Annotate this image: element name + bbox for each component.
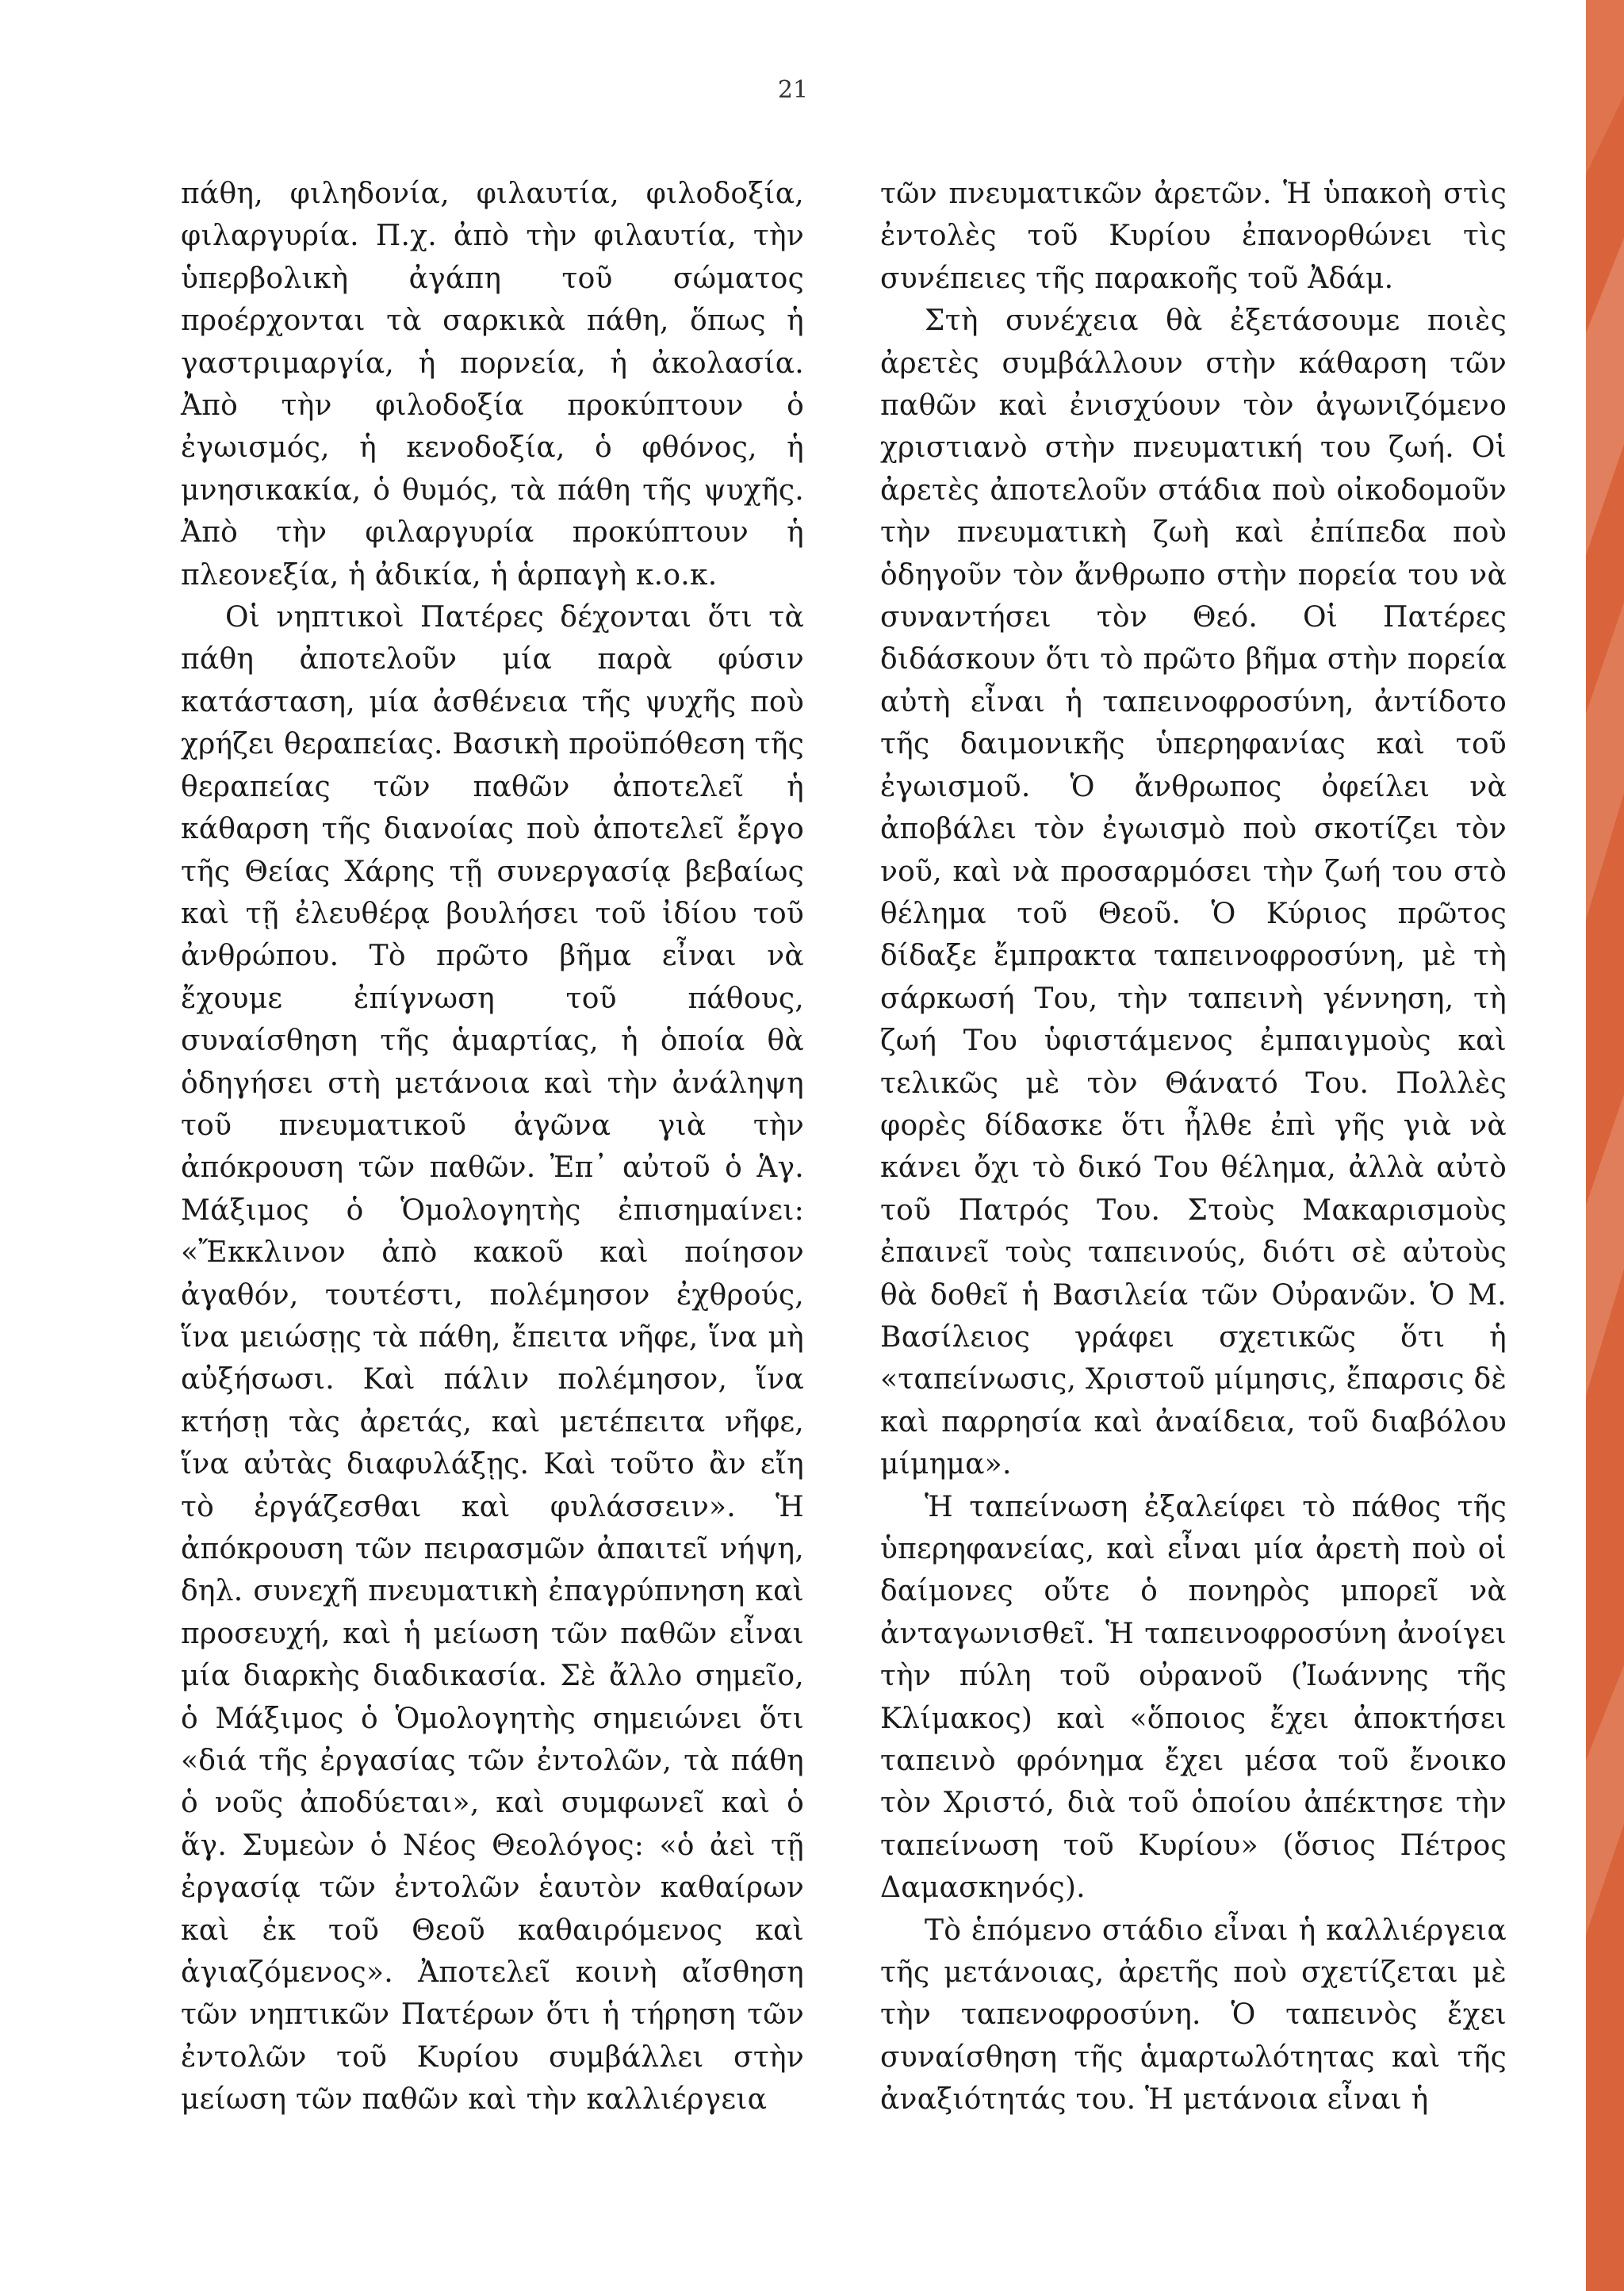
decorative-pattern-icon <box>1586 0 1624 2291</box>
paragraph: Ἡ ταπείνωση ἐξαλείφει τὸ πάθος τῆς ὑπερηφανείας, καὶ εἶναι μία ἀρετὴ ποὺ οἱ δαίμονες οὔτε ὁ πονηρὸς μπορεῖ νὰ ἀνταγωνισθεῖ. Ἡ ταπεινοφροσύνη ἀνοίγει τὴν πύλη τοῦ οὐρανοῦ (Ἰωάννης τῆς Κλίμακος) καὶ «ὅποιος ἔχει ἀποκτήσει ταπεινὸ φρόνημα ἔχει μέσα τοῦ ἔνοικο τὸν Χριστό, διὰ τοῦ ὁποίου ἀπέκτησε τὴν ταπείνωση τοῦ Κυρίου» (ὅσιος Πέτρος Δαμασκηνός). <box>880 1490 1507 1905</box>
decorative-side-band <box>1586 0 1624 2291</box>
paragraph: Τὸ ἑπόμενο στάδιο εἶναι ἡ καλλιέργεια τῆς μετάνοιας, ἀρετῆς ποὺ σχετίζεται μὲ τὴν ταπενοφροσύνη. Ὁ ταπεινὸς ἔχει συναίσθηση τῆς ἁμαρτωλότητας καὶ τῆς ἀναξιότητάς του. Ἡ μετάνοια εἶναι ἡ <box>880 1914 1507 2117</box>
right-column <box>880 173 1507 2121</box>
paragraph: Στὴ συνέχεια θὰ ἐξετάσουμε ποιὲς ἀρετὲς συμβάλλουν στὴν κάθαρση τῶν παθῶν καὶ ἐνισχύουν τὸν ἀγωνιζόμενο χριστιανὸ στὴν πνευματική του ζωή. Οἱ ἀρετὲς ἀποτελοῦν στάδια ποὺ οἰκοδομοῦν τὴν πνευματικὴ ζωὴ καὶ ἐπίπεδα ποὺ ὁδηγοῦν τὸν ἄνθρωπο στὴν πορεία του νὰ συναντήσει τὸν Θεό. Οἱ Πατέρες διδάσκουν ὅτι τὸ πρῶτο βῆμα στὴν πορεία αὐτὴ εἶναι ἡ ταπεινοφροσύνη, ἀντίδοτο τῆς δαιμονικῆς ὑπερηφανίας καὶ τοῦ ἐγωισμοῦ. Ὁ ἄνθρωπος ὀφείλει νὰ ἀποβάλει τὸν ἐγωισμὸ ποὺ σκοτίζει τὸν νοῦ, καὶ νὰ προσαρμόσει τὴν ζωή του στὸ θέλημα τοῦ Θεοῦ. Ὁ Κύριος πρῶτος δίδαξε ἔμπρακτα ταπεινοφροσύνη, μὲ τὴ σάρκωσή Του, τὴν ταπεινὴ γέννηση, τὴ ζωή Του ὑφιστάμενος ἐμπαιγμοὺς καὶ τελικῶς μὲ τὸν Θάνατό Του. Πολλὲς φορὲς δίδασκε ὅτι ἦλθε ἐπὶ γῆς γιὰ νὰ κάνει ὄχι τὸ δικό Του θέλημα, ἀλλὰ αὐτὸ τοῦ Πατρός Του. Στοὺς Μακαρισμοὺς ἐπαινεῖ τοὺς ταπεινούς, διότι σὲ αὐτοὺς θὰ δοθεῖ ἡ Βασιλεία τῶν Οὐρανῶν. Ὁ Μ. Βασίλειος γράφει σχετικῶς ὅτι ἡ «ταπείνωσις, Χριστοῦ μίμησις, ἔπαρσις δὲ καὶ παρρησία καὶ ἀναίδεια, τοῦ διαβόλου μίμημα». <box>880 305 1507 1481</box>
left-column <box>181 173 804 2121</box>
paragraph: πάθη, φιληδονία, φιλαυτία, φιλοδοξία, φιλαργυρία. Π.χ. ἀπὸ τὴν φιλαυτία, τὴν ὑπερβολικὴ ἀγάπη τοῦ σώματος προέρχονται τὰ σαρκικὰ πάθη, ὅπως ἡ γαστριμαργία, ἡ πορνεία, ἡ ἀκολασία. Ἀπὸ τὴν φιλοδοξία προκύπτουν ὁ ἐγωισμός, ἡ κενοδοξία, ὁ φθόνος, ἡ μνησικακία, ὁ θυμός, τὰ πάθη τῆς ψυχῆς. Ἀπὸ τὴν φιλαργυρία προκύπτουν ἡ πλεονεξία, ἡ ἀδικία, ἡ ἁρπαγὴ κ.ο.κ. <box>181 178 804 592</box>
paragraph: τῶν πνευματικῶν ἀρετῶν. Ἡ ὑπακοὴ στὶς ἐντολὲς τοῦ Κυρίου ἐπανορθώνει τὶς συνέπειες τῆς παρακοῆς τοῦ Ἀδάμ. <box>880 178 1507 295</box>
paragraph: Οἱ νηπτικοὶ Πατέρες δέχονται ὅτι τὰ πάθη ἀποτελοῦν μία παρὰ φύσιν κατάσταση, μία ἀσθένεια τῆς ψυχῆς ποὺ χρήζει θεραπείας. Βασικὴ προϋπόθεση τῆς θεραπείας τῶν παθῶν ἀποτελεῖ ἡ κάθαρση τῆς διανοίας ποὺ ἀποτελεῖ ἔργο τῆς Θείας Χάρης τῇ συνεργασίᾳ βεβαίως καὶ τῇ ἐλευθέρᾳ βουλήσει τοῦ ἰδίου τοῦ ἀνθρώπου. Τὸ πρῶτο βῆμα εἶναι νὰ ἔχουμε ἐπίγνωση τοῦ πάθους, συναίσθηση τῆς ἁμαρτίας, ἡ ὁποία θὰ ὁδηγήσει στὴ μετάνοια καὶ τὴν ἀνάληψη τοῦ πνευματικοῦ ἀγῶνα γιὰ τὴν ἀπόκρουση τῶν παθῶν. Ἐπ᾽ αὐτοῦ ὁ Ἁγ. Μάξιμος ὁ Ὁμολογητὴς ἐπισημαίνει: «Ἔκκλινον ἀπὸ κακοῦ καὶ ποίησον ἀγαθόν, τουτέστι, πολέμησον ἐχθρούς, ἵνα μειώσῃς τὰ πάθη, ἔπειτα νῆφε, ἵνα μὴ αὐξήσωσι. Καὶ πάλιν πολέμησον, ἵνα κτήσῃ τὰς ἀρετάς, καὶ μετέπειτα νῆφε, ἵνα αὐτὰς διαφυλάξῃς. Καὶ τοῦτο ἂν εἴη τὸ ἐργάζεσθαι καὶ φυλάσσειν». Ἡ ἀπόκρουση τῶν πειρασμῶν ἀπαιτεῖ νήψη, δηλ. συνεχῆ πνευματικὴ ἐπαγρύπνηση καὶ προσευχή, καὶ ἡ μείωση τῶν παθῶν εἶναι μία διαρκὴς διαδικασία. Σὲ ἄλλο σημεῖο, ὁ Μάξιμος ὁ Ὁμολογητὴς σημειώνει ὅτι «διά τῆς ἐργασίας τῶν ἐντολῶν, τὰ πάθη ὁ νοῦς ἀποδύεται», καὶ συμφωνεῖ καὶ ὁ ἅγ. Συμεὼν ὁ Νέος Θεολόγος: «ὁ ἀεὶ τῇ ἐργασίᾳ τῶν ἐντολῶν ἑαυτὸν καθαίρων καὶ ἐκ τοῦ Θεοῦ καθαιρόμενος καὶ ἁγιαζόμενος». Ἀποτελεῖ κοινὴ αἴσθηση τῶν νηπτικῶν Πατέρων ὅτι ἡ τήρηση τῶν ἐντολῶν τοῦ Κυρίου συμβάλλει στὴν μείωση τῶν παθῶν καὶ τὴν καλλιέργεια <box>181 601 804 2117</box>
page-number: 21 <box>777 76 809 104</box>
